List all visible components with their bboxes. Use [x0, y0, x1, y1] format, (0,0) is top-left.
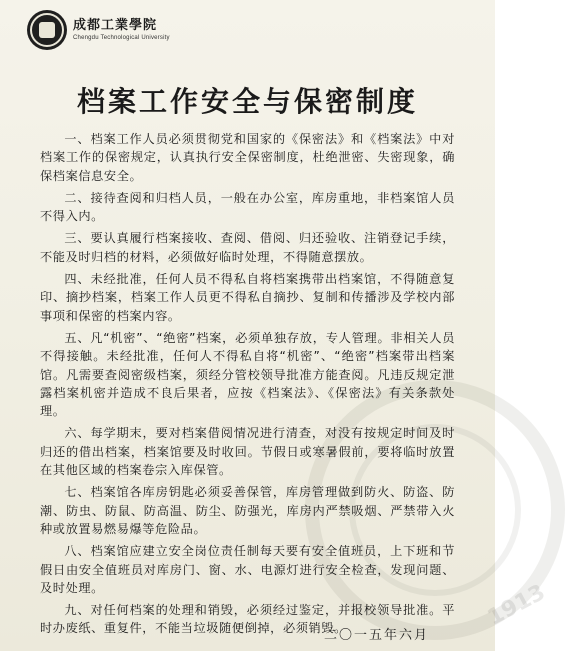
paragraph-4: 四、未经批准，任何人员不得私自将档案携带出档案馆，不得随意复印、摘抄档案，档案工作人员更不得私自摘抄、复制和传播涉及学校内部事项和保密的档案内容。 — [40, 272, 455, 323]
university-seal-icon — [27, 10, 67, 50]
watermark-year: 1913 — [483, 580, 550, 631]
page-title: 档案工作安全与保密制度 — [76, 85, 418, 118]
paragraph-8: 八、档案馆应建立安全岗位责任制每天要有安全值班员，上下班和节假日由安全值班员对库房门、窗、水、电源灯进行安全检查，发现问题、及时处理。 — [40, 544, 455, 595]
regulation-body — [40, 130, 455, 642]
header — [27, 8, 170, 52]
paragraph-6: 六、每学期末，要对档案借阅情况进行清查，对没有按规定时间及时归还的借出档案，档案馆要及时收回。节假日或寒暑假前，要将临时放置在其他区域的档案卷宗入库保管。 — [40, 426, 455, 478]
paragraph-2: 二、接待查阅和归档人员，一般在办公室，库房重地，非档案馆人员不得入内。 — [40, 190, 455, 224]
school-name-cn: 成都工業學院 — [73, 18, 158, 33]
issue-date: 二〇一五年六月 — [323, 628, 429, 643]
school-name-en: Chengdu Technological University — [73, 35, 170, 41]
school-name — [73, 18, 170, 42]
paragraph-5: 五、凡“机密”、“绝密”档案，必须单独存放，专人管理。非相关人员不得接触。未经批准，任何人不得私自将“机密”、“绝密”档案带出档案馆。凡需要查阅密级档案，须经分管校领导批准方能查阅。凡违反规定泄露档案机密并造成不良后果者，应按《档案法》、《保密法》有关条款处理。 — [40, 330, 455, 419]
paragraph-3: 三、要认真履行档案接收、查阅、借阅、归还验收、注销登记手续，不能及时归档的材料，必须做好临时处理，不得随意摆放。 — [40, 231, 455, 264]
paragraph-7: 七、档案馆各库房钥匙必须妥善保管，库房管理做到防火、防盗、防潮、防虫、防鼠、防高温、防尘、防强光，库房内严禁吸烟、严禁带入火种或放置易燃易爆等危险品。 — [40, 485, 455, 536]
paragraph-9: 九、对任何档案的处理和销毁，必须经过鉴定，并报校领导批准。平时办废纸、重复件，不能当垃圾随便倒掉，必须销毁。 — [40, 603, 455, 636]
paragraph-1: 一、档案工作人员必须贯彻党和国家的《保密法》和《档案法》中对档案工作的保密规定，认真执行安全保密制度，杜绝泄密、失密现象，确保档案信息安全。 — [40, 132, 455, 183]
